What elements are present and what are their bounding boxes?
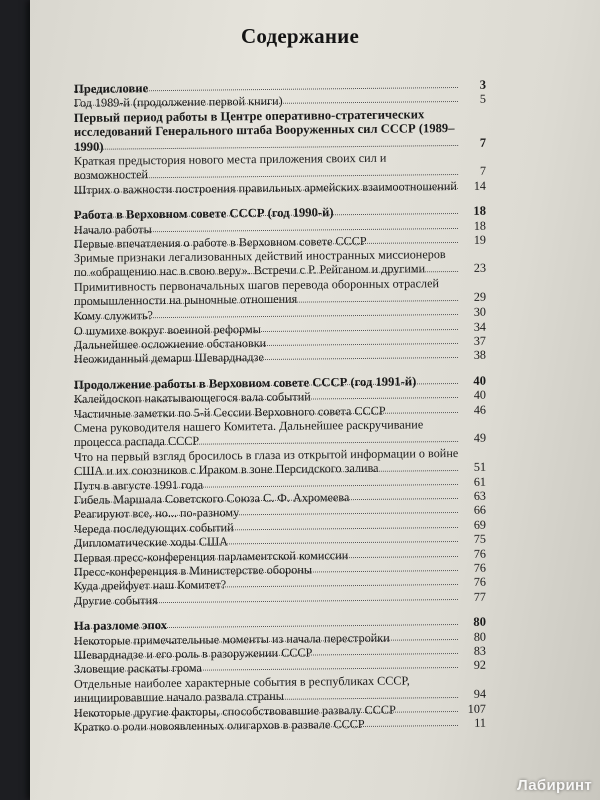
- toc-entry-title: Первый период работы в Центре оперативно-стратегических исследований Генерального штаба Вооруженных сил СССР (1989–1990): [73, 107, 455, 154]
- toc-page-number: 80: [473, 614, 487, 630]
- toc-page-number: 75: [473, 531, 487, 547]
- toc-page-number: 3: [479, 77, 487, 92]
- toc-page-number: 29: [473, 290, 487, 305]
- toc-entry-title: Некоторые другие факторы, способствовавшие развалу СССР: [73, 702, 396, 720]
- toc-page-number: 46: [473, 402, 487, 417]
- toc-entry-title: Путч в августе 1991 года: [73, 477, 204, 493]
- toc-entry-title: Смена руководителя нашего Комитета. Дальнейшее раскручивание процесса распада СССР: [73, 417, 424, 450]
- toc-entry-title: Пресс-конференция в Министерстве обороны: [73, 562, 313, 579]
- toc-entry: [74, 445, 486, 478]
- toc-page-number: 49: [473, 431, 487, 446]
- toc-page-number: 69: [473, 517, 487, 532]
- toc-entry-title: Примитивность первоначальных шагов перевода оборонных отраслей промышленности на рыночные отношения: [73, 276, 440, 309]
- toc-entry-title: Год 1989-й (продолжение первой книги): [73, 94, 283, 111]
- toc-page-number: 76: [473, 575, 487, 590]
- toc-entry-title: Первая пресс-конференция парламентской комиссии: [73, 547, 349, 565]
- toc-entry-title: Шеварднадзе и его роль в разоружении СССР: [73, 645, 313, 663]
- toc-page-number: 40: [473, 387, 487, 402]
- toc-entry-title: Дипломатические ходы США: [73, 534, 229, 551]
- toc-page-number: 18: [473, 203, 487, 219]
- toc-page-number: 66: [473, 503, 487, 518]
- toc-entry-title: Неожиданный демарш Шеварднадзе: [73, 350, 264, 367]
- toc-entry-title: Дальнейшее осложнение обстановки: [73, 335, 267, 352]
- toc-page-number: 61: [473, 474, 487, 489]
- toc-entry-title: Кратко о роли новоявленных олигархов в развале СССР: [73, 717, 365, 735]
- toc-page-number: 38: [473, 347, 487, 363]
- toc-page-number: 34: [473, 319, 487, 334]
- toc-page-number: 14: [473, 178, 487, 193]
- toc-page-number: 92: [473, 658, 487, 673]
- toc-entry: [74, 276, 486, 309]
- toc-entry-title: Штрих о важности построения правильных армейских взаимоотношений: [73, 178, 457, 197]
- toc-entry-title: Калейдоскоп накатывающегося вала событий: [73, 389, 311, 407]
- toc-entry: [74, 673, 486, 706]
- toc-page-number: 76: [473, 560, 487, 575]
- toc-entry-title: Предисловие: [73, 81, 149, 96]
- toc-page-number: 107: [467, 701, 487, 716]
- toc-page-number: 23: [473, 261, 487, 276]
- toc-entry-title: Гибель Маршала Советского Союза С. Ф. Ахромеева: [73, 490, 350, 507]
- toc-entry: [74, 150, 486, 183]
- toc-page-number: 18: [473, 218, 487, 233]
- toc-page-number: 77: [473, 589, 487, 604]
- toc-page-number: 83: [473, 643, 487, 658]
- toc-entry-title: Куда дрейфует наш Комитет?: [73, 577, 227, 594]
- toc-entry-title: Череда последующих событий: [73, 520, 234, 536]
- toc-page-number: 19: [473, 232, 487, 247]
- toc-page-number: 94: [473, 686, 487, 702]
- toc-entry-title: Что на первый взгляд бросилось в глаза из открытой информации о войне США и их союзников с Ираком в зоне Персидского залива: [73, 445, 459, 479]
- toc-entry-title: Отдельные наиболее характерные события в республиках СССР, инициировавшие начало развала страны: [73, 673, 410, 706]
- toc-page-number: 80: [473, 629, 487, 644]
- toc-entry-title: Работа в Верховном совете СССР (год 1990-й): [73, 205, 334, 223]
- toc-section-heading: [74, 106, 486, 154]
- toc-entry-title: На разломе эпох: [73, 618, 168, 634]
- toc-page-number: 7: [479, 135, 487, 150]
- toc-page-number: 76: [473, 546, 487, 561]
- toc-page-number: 5: [479, 92, 487, 107]
- toc-entry-title: Зловещие раскаты грома: [73, 661, 202, 677]
- toc-page-number: 30: [473, 304, 487, 319]
- toc-page-number: 51: [473, 459, 487, 474]
- toc-entry-title: Другие события: [73, 592, 158, 608]
- toc-entry: [74, 716, 486, 735]
- toc-page-number: 11: [474, 715, 487, 730]
- page-title: Содержание: [241, 24, 359, 48]
- toc-entry: [74, 417, 486, 450]
- toc-entry: [74, 247, 486, 280]
- toc-page-number: 7: [479, 164, 487, 179]
- toc-entry-title: Некоторые примечательные моменты из начала перестройки: [73, 630, 390, 648]
- table-of-contents: [73, 77, 487, 735]
- toc-entry-title: Частичные заметки по 5-й Сессии Верховного совета СССР: [73, 403, 386, 421]
- toc-entry-title: Продолжение работы в Верховном совете СССР (год 1991-й): [73, 374, 417, 392]
- toc-entry-title: Кому служить?: [73, 308, 153, 324]
- toc-page-number: 63: [473, 488, 487, 503]
- watermark: Лабиринт: [517, 777, 592, 794]
- toc-entry-title: О шумихе вокруг военной реформы: [73, 321, 261, 338]
- toc-entry-title: Зримые признаки легализованных действий иностранных миссионеров по «обращению нас в свою веру». Встречи с Р. Рейганом и другими: [73, 247, 446, 280]
- dot-leader: [74, 145, 458, 150]
- toc-entry: [74, 348, 486, 367]
- toc-entry-title: Краткая предыстория нового места приложения своих сил и возможностей: [73, 150, 387, 183]
- toc-entry-title: Первые впечатления о работе в Верховном совете СССР: [73, 233, 367, 252]
- toc-entry-title: Реагируют все, но... по-разному: [73, 505, 240, 522]
- toc-entry-title: Начало работы: [73, 221, 152, 237]
- toc-page-number: 40: [473, 373, 487, 388]
- toc-page-number: 37: [473, 333, 487, 348]
